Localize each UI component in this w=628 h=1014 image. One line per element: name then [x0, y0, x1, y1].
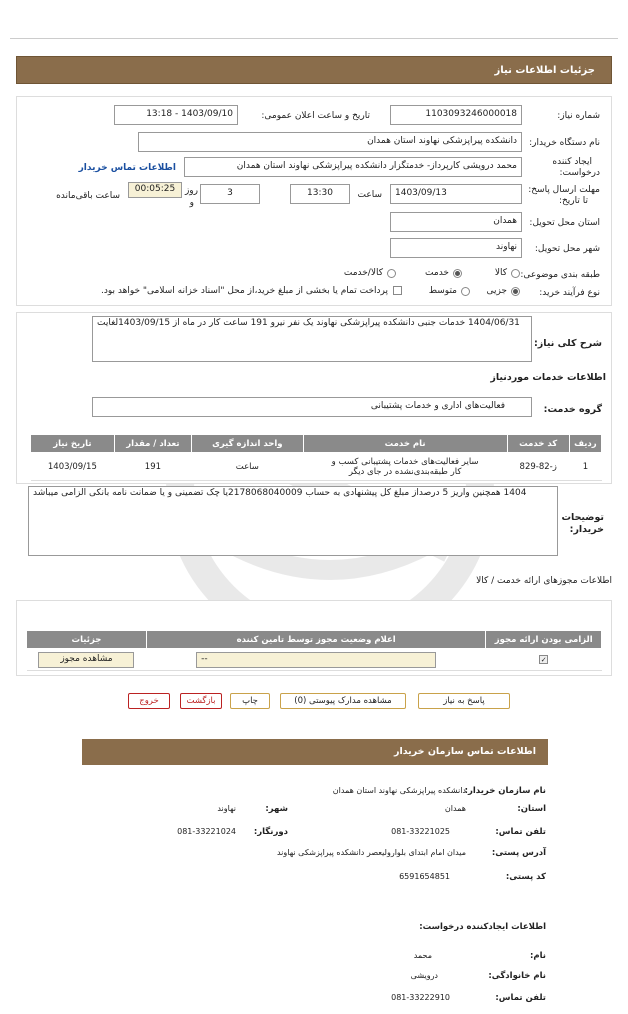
days-label: روز [184, 186, 198, 196]
description-field[interactable]: 1404/06/31 خدمات جنبی دانشکده پیراپزشکی نهاوند یک نفر نیرو 191 ساعت کار در ماه از 1403/09/15لغایت [92, 316, 532, 362]
contact-fax-label: دورنگار: [253, 827, 288, 837]
service-name: سایر فعالیت‌های خدمات پشتیبانی کسب و کار طبقه‌بندی‌نشده در جای دیگر [303, 453, 507, 481]
buyer-name-field[interactable]: دانشکده پیراپزشکی نهاوند استان همدان [138, 132, 522, 152]
page-title: جزئیات اطلاعات نیاز [494, 65, 595, 76]
view-permit-button[interactable]: مشاهده مجوز [38, 652, 134, 668]
service-group-field[interactable]: فعالیت‌های اداری و خدمات پشتیبانی [92, 397, 532, 417]
deadline-date-field[interactable]: 1403/09/13 [390, 184, 522, 204]
table-row[interactable] [31, 453, 602, 481]
delivery-city-field[interactable]: نهاوند [390, 238, 522, 258]
reply-to-need-button[interactable]: پاسخ به نیاز [418, 693, 510, 709]
page-header [16, 56, 612, 84]
buyer-notes-label-line2: خریدار: [569, 524, 604, 535]
creator-label-line1: ایجاد کننده [552, 157, 592, 167]
permit-details-cell [27, 649, 147, 671]
creator-family-value: درویشی [410, 971, 438, 980]
buyer-contact-link[interactable]: اطلاعات تماس خریدار [78, 163, 176, 173]
buyer-notes-field[interactable]: 1404 همچنین واریز 5 درصداز مبلغ کل پیشنهادی به حساب 2178068040009یا چک تضمینی و یا ضمانت نامه بانکی الزامی میباشد [28, 486, 558, 556]
radio-icon [387, 269, 396, 278]
creator-phone-value: 081-33222910 [391, 993, 450, 1002]
contact-phone-value: 081-33221025 [391, 827, 450, 836]
need-number-label: شماره نیاز: [557, 111, 600, 121]
category-option-goods-service[interactable]: کالا/خدمت [344, 268, 396, 278]
delivery-province-field[interactable]: همدان [390, 212, 522, 232]
contact-city-label: شهر: [265, 804, 288, 814]
category-label: طبقه بندی موضوعی: [520, 270, 600, 280]
services-table [30, 434, 602, 481]
radio-icon [511, 269, 520, 278]
creator-label-line2: درخواست: [559, 168, 600, 178]
delivery-city-label: شهر محل تحویل: [534, 244, 600, 254]
process-type-label: نوع فرآیند خرید: [539, 288, 600, 298]
remaining-time-label: ساعت باقی‌مانده [56, 191, 120, 201]
col-name: نام خدمت [303, 435, 507, 453]
contact-title: اطلاعات تماس سازمان خریدار [393, 746, 536, 757]
creator-field[interactable]: محمد درویشی کارپرداز- خدمتگزار دانشکده پیراپزشکی نهاوند استان همدان [184, 157, 522, 177]
contact-phone-label: تلفن تماس: [495, 827, 546, 837]
contact-org-value: دانشکده پیراپزشکی نهاوند استان همدان [332, 786, 466, 795]
treasury-payment-note: پرداخت تمام یا بخشی از مبلغ خرید،از محل "اسناد خزانه اسلامی" خواهد بود. [100, 286, 388, 296]
need-number-field[interactable]: 1103093246000018 [390, 105, 522, 125]
deadline-label-line1: مهلت ارسال پاسخ: [528, 185, 600, 195]
exit-button[interactable]: خروج [128, 693, 170, 709]
contact-address-label: آدرس پستی: [491, 848, 546, 858]
treasury-payment-checkbox[interactable] [393, 286, 402, 295]
contact-province-value: همدان [444, 804, 466, 813]
contact-postal-label: کد پستی: [505, 872, 546, 882]
top-divider [10, 38, 618, 39]
permit-status-field[interactable]: -- [196, 652, 436, 668]
radio-selected-icon [453, 269, 462, 278]
process-option-minor[interactable]: جزیی [486, 286, 520, 296]
remaining-days-field[interactable]: 3 [200, 184, 260, 204]
table-row [27, 649, 602, 671]
contact-fax-value: 081-33221024 [177, 827, 236, 836]
col-row: ردیف [569, 435, 601, 453]
creator-info-title: اطلاعات ایجادکننده درخواست: [419, 922, 546, 932]
permit-required-cell [486, 649, 602, 671]
and-label: و [189, 198, 194, 208]
radio-selected-icon [511, 287, 520, 296]
creator-family-label: نام خانوادگی: [488, 971, 546, 981]
permit-status-cell [146, 649, 486, 671]
col-permit-required: الزامی بودن ارائه مجوز [486, 631, 602, 649]
deadline-label-line2: تا تاریخ: [558, 196, 588, 206]
contact-header [82, 739, 548, 765]
permits-section-title: اطلاعات مجوزهای ارائه خدمت / کالا [476, 576, 612, 586]
service-group-label: گروه خدمت: [543, 404, 602, 415]
service-date: 1403/09/15 [31, 453, 115, 481]
col-qty: تعداد / مقدار [114, 435, 191, 453]
col-date: تاریخ نیاز [31, 435, 115, 453]
contact-postal-value: 6591654851 [399, 872, 450, 881]
creator-name-label: نام: [529, 951, 546, 961]
service-unit: ساعت [192, 453, 304, 481]
contact-city-value: نهاوند [217, 804, 236, 813]
buyer-notes-label-line1: توضیحات [561, 512, 604, 523]
buyer-name-label: نام دستگاه خریدار: [529, 138, 600, 148]
checked-icon: ✓ [540, 655, 547, 664]
view-attachments-button[interactable]: مشاهده مدارک پیوستی (0) [280, 693, 406, 709]
col-permit-details: جزئیات [27, 631, 147, 649]
services-section-title: اطلاعات خدمات موردنیاز [490, 372, 606, 383]
contact-province-label: استان: [517, 804, 546, 814]
print-button[interactable]: چاپ [230, 693, 270, 709]
service-code: ز-82-829 [507, 453, 569, 481]
col-unit: واحد اندازه گیری [192, 435, 304, 453]
col-code: کد خدمت [507, 435, 569, 453]
back-button[interactable]: بازگشت [180, 693, 222, 709]
category-option-service[interactable]: خدمت [425, 268, 462, 278]
delivery-province-label: استان محل تحویل: [529, 218, 600, 228]
permits-table [26, 630, 602, 671]
row-number: 1 [569, 453, 601, 481]
contact-org-label: نام سازمان خریدار: [464, 786, 546, 796]
remaining-time-field: 00:05:25 [128, 182, 182, 198]
category-option-goods[interactable]: کالا [495, 268, 520, 278]
service-qty: 191 [114, 453, 191, 481]
announce-date-field[interactable]: 1403/09/10 - 13:18 [114, 105, 238, 125]
contact-address-value: میدان امام ابتدای بلوارولیعصر دانشکده پیراپزشکی نهاوند [276, 848, 466, 857]
radio-icon [461, 287, 470, 296]
announce-date-label: تاریخ و ساعت اعلان عمومی: [261, 111, 370, 121]
process-option-medium[interactable]: متوسط [429, 286, 470, 296]
col-permit-status: اعلام وضعیت مجوز توسط تامین کننده [146, 631, 486, 649]
deadline-time-label: ساعت [357, 190, 382, 200]
deadline-time-field[interactable]: 13:30 [290, 184, 350, 204]
creator-phone-label: تلفن تماس: [495, 993, 546, 1003]
creator-name-value: محمد [413, 951, 432, 960]
description-label: شرح کلی نیاز: [533, 338, 602, 349]
